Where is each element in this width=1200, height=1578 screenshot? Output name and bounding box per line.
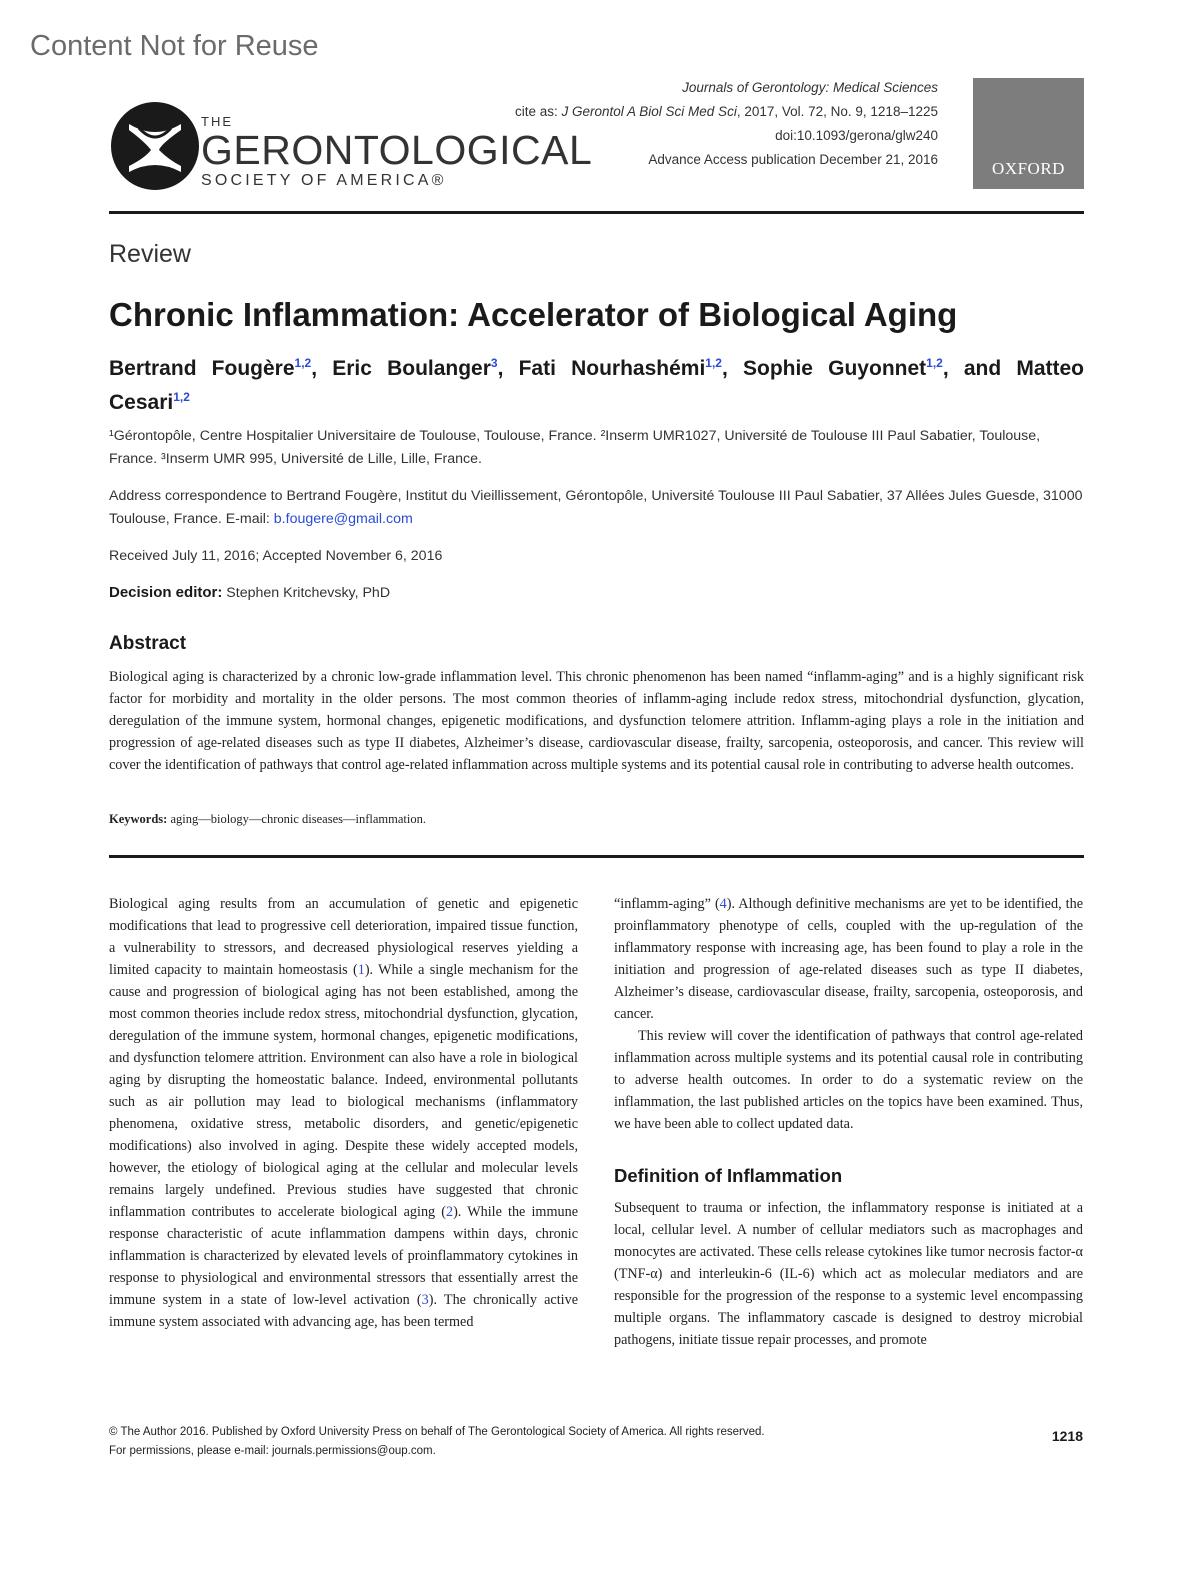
abstract-rule (109, 855, 1084, 858)
advance-access: Advance Access publication December 21, 2016 (648, 152, 938, 167)
gsa-emblem-icon (109, 100, 201, 192)
received-dates: Received July 11, 2016; Accepted November 6, 2016 (109, 548, 443, 564)
logo-society: SOCIETY OF AMERICA® (201, 172, 447, 189)
author-list (109, 349, 1084, 417)
affiliation-marker[interactable]: 1,2 (173, 390, 190, 404)
author-name: Bertrand Fougère (109, 357, 295, 380)
paragraph: Biological aging results from an accumulation of genetic and epigenetic modifications that lead to progressive cell deterioration, impaired tissue function, a vulnerability to stressors, and decreased physiological reserves yielding a limited capacity to maintain homeostasis (1). While a single mechanism for the cause and progression of biological aging has not been established, among the most common theories include redox stress, mitochondrial dysfunction, glycation, deregulation of the immune system, hormonal changes, epigenetic modifications, and dysfunction telomere attrition. Environment can also have a role in biological aging by disrupting the homeostatic balance. Indeed, environmental pollutants such as air pollution may lead to biological mechanisms (inflammatory phenomena, oxidative stress, metabolic disorders, and genetic/epigenetic modifications) also involved in aging. Despite these widely accepted models, however, the etiology of biological aging at the cellular and molecular levels remains largely undefined. Previous studies have suggested that chronic inflammation contributes to accelerate biological aging (2). While the immune response characteristic of acute inflammation dampens within days, chronic inflammation is characterized by elevated levels of proinflammatory cytokines in response to physiological and environmental stressors that essentially arrest the immune system in a state of low-level activation (3). The chronically active immune system associated with advancing age, has been termed (109, 896, 578, 1330)
author-separator: , (721, 357, 743, 380)
affiliation-marker[interactable]: 1,2 (294, 356, 312, 370)
paragraph: “inflamm-aging” (4). Although definitive mechanisms are yet to be identified, the proinflammatory phenotype of cells, coupled with the up-regulation of the inflammatory response with increasing age, has been found to play a role in the initiation and progression of age-related diseases such as type II diabetes, Alzheimer’s disease, cardiovascular disease, frailty, sarcopenia, osteoporosis, and cancer. (614, 896, 1083, 1022)
section-heading: Definition of Inflammation (614, 1165, 843, 1186)
affiliation-marker[interactable]: 1,2 (705, 356, 722, 370)
author-name: Eric Boulanger (332, 357, 491, 380)
page-number: 1218 (1051, 1428, 1083, 1444)
body-column-left (109, 893, 578, 1333)
correspondence: Address correspondence to Bertrand Fougère, Institut du Vieillissement, Gérontopôle, Université Toulouse III Paul Sabatier, 37 Allées Jules Guesde, 31000 Toulouse, France. E-mail: b.fougere@gmail.com (109, 488, 1083, 527)
article-type: Review (109, 240, 191, 268)
copyright-line: © The Author 2016. Published by Oxford University Press on behalf of The Gerontological Society of America. All rights reserved. (109, 1426, 765, 1438)
author-separator: , (311, 357, 333, 380)
decision-editor: Decision editor: Stephen Kritchevsky, PhD (109, 584, 391, 601)
journal-meta (515, 76, 938, 172)
paragraph: Subsequent to trauma or infection, the inflammatory response is initiated at a local, cellular level. A number of cellular mediators such as macrophages and monocytes are activated. These cells release cytokines like tumor necrosis factor-α (TNF-α) and interleukin-6 (IL-6) which act as molecular mediators and are responsible for the progression of the response to a systemic level encompassing multiple organs. The inflammatory cascade is designed to destroy microbial pathogens, initiate tissue repair processes, and promote (614, 1200, 1083, 1348)
email-link[interactable]: b.fougere@gmail.com (273, 511, 413, 527)
abstract-heading: Abstract (109, 633, 187, 654)
reference-link[interactable]: 4 (719, 896, 727, 912)
keywords: Keywords: aging—biology—chronic diseases—inflammation. (109, 812, 426, 826)
logo-gerontological: GERONTOLOGICAL (201, 127, 593, 173)
watermark-text: Content Not for Reuse (30, 30, 319, 62)
author-name: Fati Nourhashémi (518, 357, 706, 380)
affiliation-marker[interactable]: 3 (490, 356, 498, 370)
journal-name: Journals of Gerontology: Medical Sciences (682, 80, 938, 95)
copyright-footer (109, 1423, 765, 1461)
doi: doi:10.1093/gerona/glw240 (775, 128, 938, 143)
affiliation-marker[interactable]: 1,2 (926, 356, 943, 370)
oxford-label: OXFORD (992, 159, 1065, 178)
reference-link[interactable]: 1 (357, 962, 365, 978)
author-name: Matteo Cesari (109, 357, 1085, 414)
abstract-body: Biological aging is characterized by a chronic low-grade inflammation level. This chronic phenomenon has been named “inflamm-aging” and is a highly significant risk factor for morbidity and mortality in the older persons. The most common theories of inflamm-aging include redox stress, mitochondrial dysfunction, glycation, deregulation of the immune system, hormonal changes, epigenetic modifications, and dysfunction telomere attrition. Inflamm-aging plays a role in the initiation and progression of age-related diseases such as type II diabetes, Alzheimer’s disease, cardiovascular disease, frailty, sarcopenia, osteoporosis, and cancer. This review will cover the identification of pathways that control age-related inflammation across multiple systems and its potential causal role in contributing to adverse health outcomes. (109, 669, 1084, 773)
header-rule (109, 211, 1084, 214)
author-separator: , (497, 357, 519, 380)
reference-link[interactable]: 3 (421, 1292, 429, 1308)
body-column-right (614, 893, 1083, 1351)
author-separator: , and (942, 357, 1017, 380)
permissions-line: For permissions, please e-mail: journals.permissions@oup.com. (109, 1445, 436, 1457)
article-title: Chronic Inflammation: Accelerator of Biological Aging (109, 296, 958, 333)
logo-the: THE (201, 114, 233, 129)
affiliations: ¹Gérontopôle, Centre Hospitalier Universitaire de Toulouse, Toulouse, France. ²Inserm UMR1027, Université de Toulouse III Paul Sabatier, Toulouse, France. ³Inserm UMR 995, Université de Lille, Lille, France. (109, 428, 1041, 467)
citation: cite as: J Gerontol A Biol Sci Med Sci, 2017, Vol. 72, No. 9, 1218–1225 (514, 104, 938, 119)
paragraph: This review will cover the identification of pathways that control age-related inflammation across multiple systems and its potential causal role in contributing to adverse health outcomes. In order to do a systematic review on the inflammation, the last published articles on the topics have been examined. Thus, we have been able to collect updated data. (614, 1028, 1083, 1132)
oxford-logo (973, 78, 1084, 189)
author-name: Sophie Guyonnet (742, 357, 927, 380)
reference-link[interactable]: 2 (445, 1204, 454, 1220)
